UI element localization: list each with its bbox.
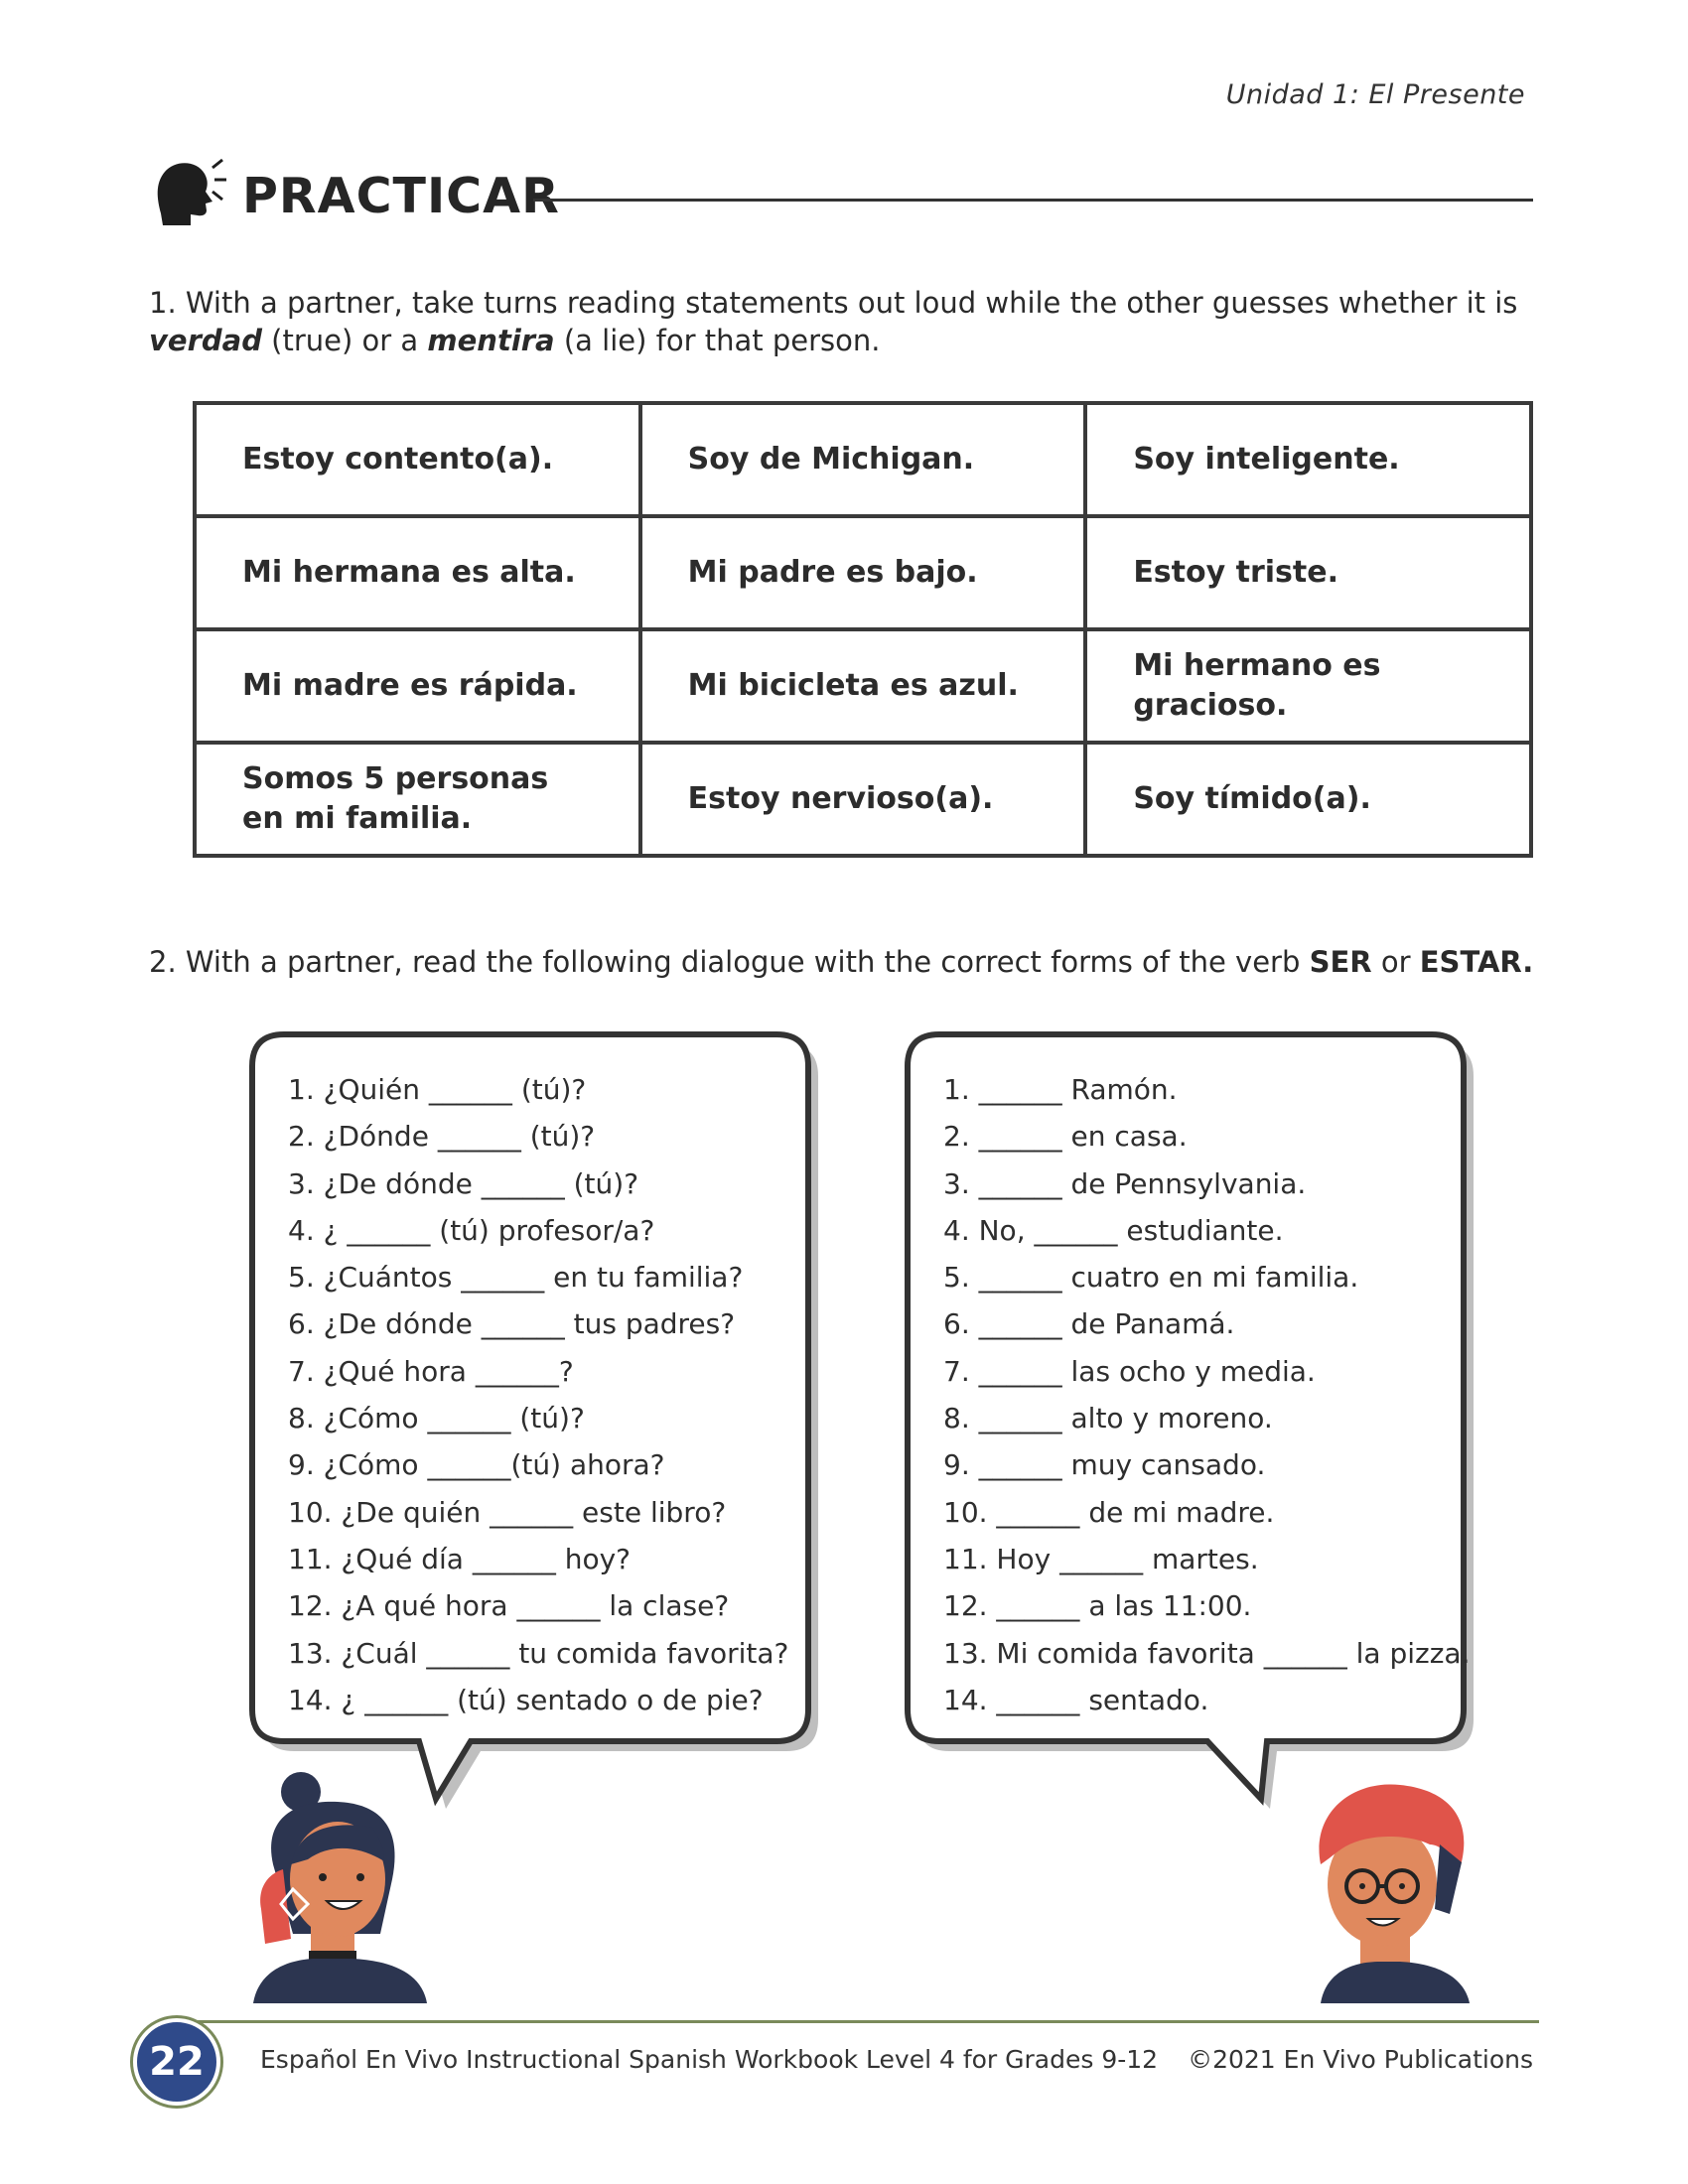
list-item: 8. ¿Cómo ______ (tú)? xyxy=(288,1402,585,1435)
boy-avatar-icon xyxy=(1291,1775,1499,2003)
list-item: 1. ______ Ramón. xyxy=(943,1073,1178,1106)
questions-bubble xyxy=(246,1028,822,1745)
footer-divider xyxy=(169,2020,1539,2023)
speaking-head-icon xyxy=(151,154,228,231)
table-row xyxy=(195,516,1531,629)
list-item: 7. ¿Qué hora ______? xyxy=(288,1354,574,1388)
list-item: 11. Hoy ______ martes. xyxy=(943,1542,1259,1575)
list-item: 9. ______ muy cansado. xyxy=(943,1448,1266,1482)
instruction-1: 1. With a partner, take turns reading statements out loud while the other guesses whether it is verdad (true) or a mentira (a lie) for that person. xyxy=(149,286,1518,357)
list-item: 4. No, ______ estudiante. xyxy=(943,1213,1284,1247)
list-item: 2. ______ en casa. xyxy=(943,1120,1188,1154)
list-item: 11. ¿Qué día ______ hoy? xyxy=(288,1542,632,1575)
statement-cell: Soy inteligente. xyxy=(1085,403,1531,516)
list-item: 13. ¿Cuál ______ tu comida favorita? xyxy=(288,1636,789,1670)
table-row xyxy=(195,629,1531,743)
instruction-2: 2. With a partner, read the following dialogue with the correct forms of the verb SER or ESTAR. xyxy=(149,945,1534,979)
list-item: 14. ______ sentado. xyxy=(943,1683,1209,1716)
statement-cell: Mi hermano es gracioso. xyxy=(1085,629,1531,743)
table-row xyxy=(195,403,1531,516)
statement-cell: Estoy contento(a). xyxy=(195,403,640,516)
list-item: 9. ¿Cómo ______(tú) ahora? xyxy=(288,1448,665,1482)
statements-table xyxy=(193,401,1533,858)
list-item: 5. ______ cuatro en mi familia. xyxy=(943,1261,1359,1295)
list-item: 10. ¿De quién ______ este libro? xyxy=(288,1495,727,1529)
list-item: 13. Mi comida favorita ______ la pizza. xyxy=(943,1636,1471,1670)
statement-cell: Mi bicicleta es azul. xyxy=(640,629,1086,743)
statement-cell: Soy de Michigan. xyxy=(640,403,1086,516)
list-item: 6. ______ de Panamá. xyxy=(943,1307,1235,1341)
list-item: 14. ¿ ______ (tú) sentado o de pie? xyxy=(288,1683,764,1716)
girl-avatar-icon xyxy=(253,1770,452,2003)
statement-cell: Estoy nervioso(a). xyxy=(640,743,1086,856)
list-item: 12. ¿A qué hora ______ la clase? xyxy=(288,1589,730,1623)
list-item: 3. ______ de Pennsylvania. xyxy=(943,1166,1307,1200)
list-item: 6. ¿De dónde ______ tus padres? xyxy=(288,1307,736,1341)
footer-copyright: ©2021 En Vivo Publications xyxy=(1188,2045,1533,2074)
page-number-badge: 22 xyxy=(133,2018,220,2106)
list-item: 5. ¿Cuántos ______ en tu familia? xyxy=(288,1261,744,1295)
unit-header: Unidad 1: El Presente xyxy=(1225,79,1525,110)
answers-list xyxy=(943,1066,1471,1723)
list-item: 3. ¿De dónde ______ (tú)? xyxy=(288,1166,639,1200)
statement-cell: Somos 5 personas en mi familia. xyxy=(195,743,640,856)
section-heading: PRACTICAR xyxy=(242,168,560,224)
statement-cell: Mi hermana es alta. xyxy=(195,516,640,629)
questions-list xyxy=(288,1066,802,1723)
list-item: 1. ¿Quién ______ (tú)? xyxy=(288,1073,587,1106)
table-row xyxy=(195,743,1531,856)
list-item: 4. ¿ ______ (tú) profesor/a? xyxy=(288,1213,655,1247)
list-item: 2. ¿Dónde ______ (tú)? xyxy=(288,1120,596,1154)
list-item: 8. ______ alto y moreno. xyxy=(943,1402,1273,1435)
statement-cell: Mi padre es bajo. xyxy=(640,516,1086,629)
title-divider xyxy=(533,199,1533,202)
statement-cell: Soy tímido(a). xyxy=(1085,743,1531,856)
list-item: 10. ______ de mi madre. xyxy=(943,1495,1275,1529)
list-item: 12. ______ a las 11:00. xyxy=(943,1589,1252,1623)
section-title xyxy=(151,154,1533,243)
statement-cell: Mi madre es rápida. xyxy=(195,629,640,743)
statement-cell: Estoy triste. xyxy=(1085,516,1531,629)
list-item: 7. ______ las ocho y media. xyxy=(943,1354,1316,1388)
footer-book-title: Español En Vivo Instructional Spanish Workbook Level 4 for Grades 9-12 xyxy=(260,2045,1159,2074)
answers-bubble xyxy=(902,1028,1477,1745)
